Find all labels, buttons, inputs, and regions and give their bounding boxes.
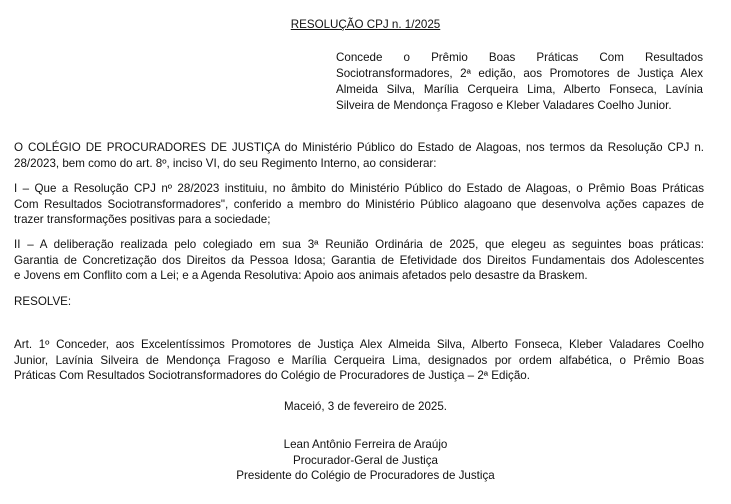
signatory-role: Procurador-Geral de Justiça xyxy=(293,454,438,467)
article-1-line: Art. 1º Conceder, aos Excelentíssimos Promotores de Justiça Alex Almeida Silva, Alberto Fonseca, Kleber Valadares Coelho xyxy=(14,338,704,351)
considerando-1-line: Com Resultados Sociotransformadores", conferido a membro do Ministério Público alagoano que desenvolva ações capazes de xyxy=(14,197,704,211)
considerando-2-line: e Jovens em Conflito com a Lei; e a Agenda Resolutiva: Apoio aos animais afetados pelo desastre da Braskem. xyxy=(14,269,588,283)
resolution-title: RESOLUÇÃO CPJ n. 1/2025 xyxy=(290,18,441,31)
article-1-line: Práticas Com Resultados Sociotransformadores do Colégio de Procuradores de Justiça – 2ª Edição. xyxy=(14,369,530,383)
resolve-label: RESOLVE: xyxy=(14,295,72,308)
ementa-block xyxy=(336,50,703,114)
signatory-role-2: Presidente do Colégio de Procuradores de Justiça xyxy=(236,469,495,482)
place-date: Maceió, 3 de fevereiro de 2025. xyxy=(283,400,448,413)
preamble-line: 28/2023, bem como do art. 8º, inciso VI, do seu Regimento Interno, ao considerar: xyxy=(14,156,437,170)
considerando-1-line: trazer transformações positivas para a sociedade; xyxy=(14,213,271,227)
considerando-1-line: I – Que a Resolução CPJ nº 28/2023 instituiu, no âmbito do Ministério Público do Estado de Alagoas, o Prêmio Boas Práticas xyxy=(14,182,704,195)
article-1-paragraph xyxy=(14,337,704,384)
article-1-line: Junior, Lavínia Silveira de Mendonça Fragoso e Marília Cerqueira Lima, designados por ordem alfabética, o Prêmio Boas xyxy=(14,353,704,367)
considerando-2-line: Garantia de Concretização dos Direitos da Pessoa Idosa; Garantia de Efetividade dos Direitos Fundamentais dos Adolescentes xyxy=(14,253,704,267)
preamble-paragraph xyxy=(14,140,704,171)
ementa-line: Silveira de Mendonça Fragoso e Kleber Valadares Coelho Junior. xyxy=(336,99,672,112)
signatory-name: Lean Antônio Ferreira de Araújo xyxy=(283,438,448,451)
preamble-line: O COLÉGIO DE PROCURADORES DE JUSTIÇA do Ministério Público do Estado de Alagoas, nos termos da Resolução CPJ n. xyxy=(14,141,704,154)
resolve-heading xyxy=(14,294,704,310)
ementa-line: Almeida Silva, Marília Cerqueira Lima, Alberto Fonseca, Lavínia xyxy=(336,83,703,96)
considerando-1-paragraph xyxy=(14,181,704,228)
ementa-line: Concede o Prêmio Boas Práticas Com Resultados xyxy=(336,51,703,64)
ementa-line: Sociotransformadores, 2ª edição, aos Promotores de Justiça Alex xyxy=(336,67,703,80)
considerando-2-line: II – A deliberação realizada pelo colegiado em sua 3ª Reunião Ordinária de 2025, que elegeu as seguintes boas práticas: xyxy=(14,238,704,251)
considerando-2-paragraph xyxy=(14,237,704,284)
